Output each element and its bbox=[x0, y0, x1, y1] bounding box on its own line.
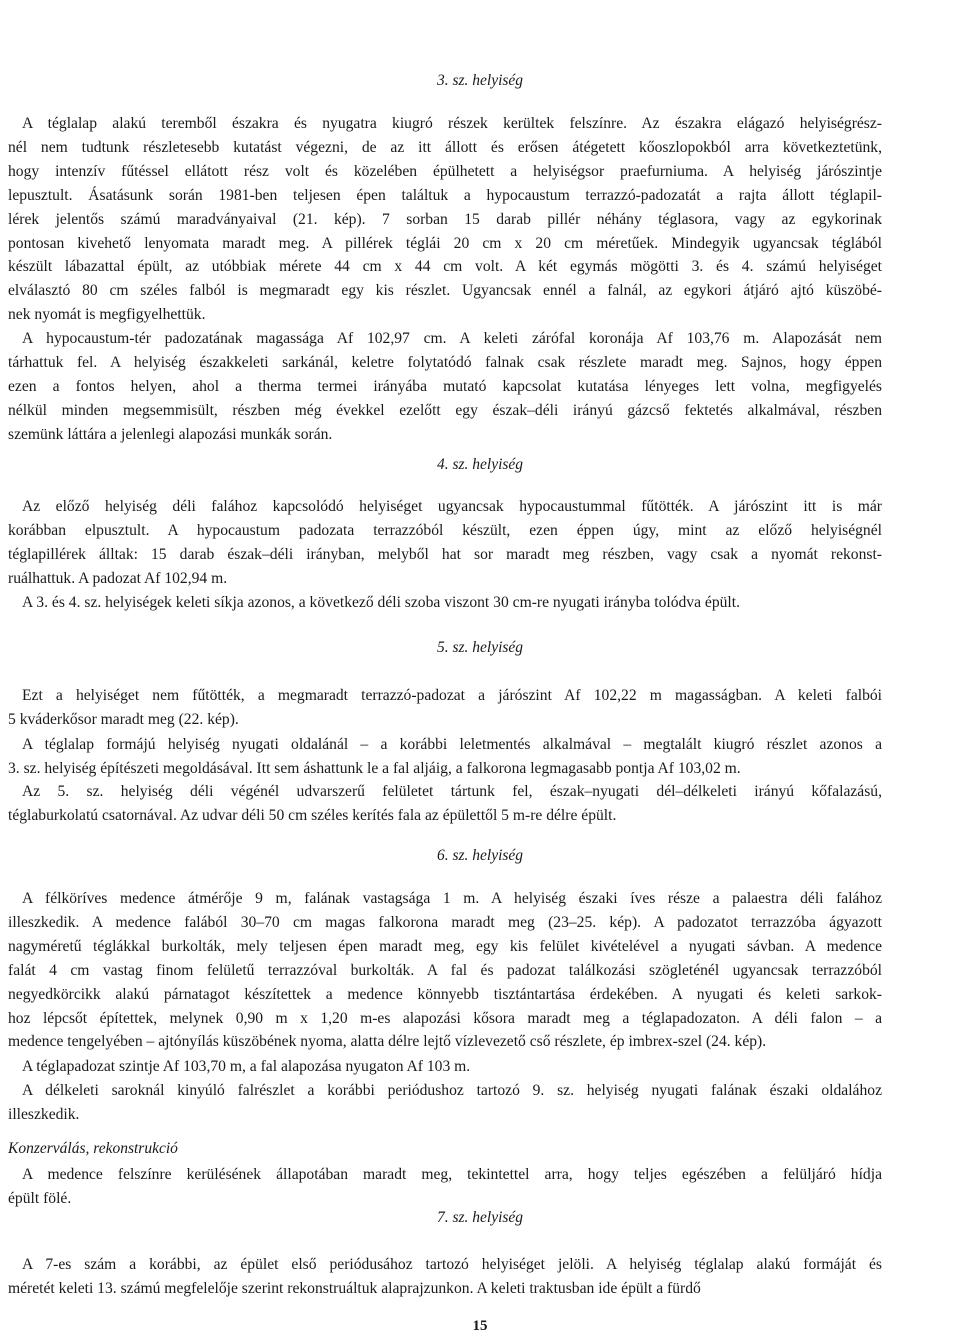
text-line: korábban elpusztult. A hypocaustum padozata terrazzóból készült, ezen éppen úgy, mint az előző helyiségnél bbox=[8, 521, 882, 539]
text-line: nél nem tudtunk részletesebb kutatást végezni, de az itt állott és erősen átégetett kőoszlopokból arra következtetünk, bbox=[8, 138, 882, 156]
section-5-paragraph-1 bbox=[8, 684, 882, 732]
section-6-paragraph-1 bbox=[8, 887, 882, 1054]
text-line: 5 kváderkősor maradt meg (22. kép). bbox=[8, 710, 239, 728]
text-line: szemünk láttára a jelenlegi alapozási munkák során. bbox=[8, 425, 333, 443]
text-line: illeszkedik. bbox=[8, 1105, 80, 1123]
text-line: A téglapadozat szintje Af 103,70 m, a fal alapozása nyugaton Af 103 m. bbox=[22, 1058, 471, 1075]
text-line: A 7-es szám a korábbi, az épület első periódusához tartozó helyiséget jelöli. A helyiség téglalap alakú formáját és bbox=[22, 1256, 882, 1273]
text-line: illeszkedik. A medence falából 30–70 cm magas falkorona maradt meg (23–25. kép). A padozatot terrazzóba ágyazott bbox=[8, 913, 882, 931]
text-line: hogy intenzív fűtéssel ellátott rész volt és közelében épülhetett a helyiségsor praefurniuma. A helyiség járószintje bbox=[8, 162, 882, 180]
section-5-paragraph-3 bbox=[8, 780, 882, 828]
text-line: ezen a fontos helyen, ahol a therma termei irányába mutató kapcsolat kutatása lényeges lett volna, megfigyelés bbox=[8, 377, 882, 395]
text-line: méretét keleti 13. számú megfelelője szerint rekonstruáltuk alaprajzunkon. A keleti traktusban ide épült a fürdő bbox=[8, 1279, 701, 1297]
text-line: nek nyomát is megfigyelhettük. bbox=[8, 306, 206, 324]
text-line: lepusztult. Ásatásunk során 1981-ben teljesen épen találtuk a hypocaustum terrazzó-padozatát a rajta állott téglapil- bbox=[8, 186, 882, 204]
text-line: nagyméretű téglákkal burkolták, mely teljesen épen maradt meg, egy kis felület kivételével a nyugati sávban. A medence bbox=[8, 937, 882, 955]
text-line: A félköríves medence átmérője 9 m, falának vastagsága 1 m. A helyiség északi íves része a palaestra déli falához bbox=[22, 890, 882, 907]
section-3-paragraph-1 bbox=[8, 112, 882, 327]
text-line: téglaburkolatú csatornával. Az udvar déli 50 cm széles kerítés fala az épülettől 5 m-re délre épült. bbox=[8, 806, 617, 824]
text-line: Az 5. sz. helyiség déli végénél udvarszerű felületet tártunk fel, észak–nyugati dél–délkeleti irányú kőfalazású, bbox=[22, 783, 882, 800]
page-number: 15 bbox=[472, 1318, 488, 1334]
text-line: készült lábazattal épült, az utóbbiak mérete 44 cm x 44 cm volt. A két egymás mögötti 3. és 4. számú helyiséget bbox=[8, 258, 882, 276]
section-5-heading: 5. sz. helyiség bbox=[436, 639, 524, 656]
section-3-paragraph-2 bbox=[8, 327, 882, 447]
text-line: pontosan kivehető lenyomata maradt meg. A pillérek téglái 20 cm x 20 cm méretűek. Mindegyik ugyancsak téglából bbox=[8, 234, 882, 252]
text-line: medence tengelyében – ajtónyílás küszöbének nyoma, alatta délre lejtő vízlevezető cső részlete, ép imbrex-szel (24. kép). bbox=[8, 1033, 767, 1051]
text-line: A medence felszínre kerülésének állapotában maradt meg, tekintettel arra, hogy teljes egészében a felüljáró hídja bbox=[22, 1166, 882, 1183]
text-line: hoz lépcsőt építettek, melynek 0,90 m x 1,20 m-es alapozási kősora maradt meg a téglapadozaton. A déli falon – a bbox=[8, 1009, 882, 1027]
conservation-heading: Konzerválás, rekonstrukció bbox=[8, 1140, 178, 1157]
text-line: A téglalap alakú teremből északra és nyugatra kiugró részek kerültek felszínre. Az északra elágazó helyiségrész- bbox=[22, 115, 882, 132]
text-line: Az előző helyiség déli falához kapcsolódó helyiséget ugyancsak hypocaustummal fűtötték. A járószint itt is már bbox=[22, 498, 882, 515]
text-line: elválasztó 80 cm széles falból is megmaradt egy kis részlet. Ugyancsak ennél a falnál, az egykori átjáró ajtó küszöbé- bbox=[8, 282, 882, 300]
text-line: negyedkörcikk alakú párnatagot készítettek a medence könnyebb tisztántartása érdekében. A nyugati és keleti sarkok- bbox=[8, 985, 882, 1003]
section-6-paragraph-3 bbox=[8, 1079, 882, 1127]
text-line: A hypocaustum-tér padozatának magassága Af 102,97 cm. A keleti zárófal koronája Af 103,76 m. Alapozását nem bbox=[22, 330, 882, 347]
section-4-heading: 4. sz. helyiség bbox=[436, 456, 524, 473]
text-line: épült fölé. bbox=[8, 1189, 72, 1207]
text-line: A 3. és 4. sz. helyiségek keleti síkja azonos, a következő déli szoba viszont 30 cm-re nyugati irányba tolódva épült. bbox=[22, 594, 740, 611]
section-5-paragraph-2 bbox=[8, 733, 882, 781]
section-6-paragraph-2 bbox=[8, 1055, 882, 1079]
text-line: falát 4 cm vastag finom felületű terrazzóval burkolták. A fal és padozat találkozási szögleténél ugyancsak terrazzóból bbox=[8, 961, 882, 979]
section-4-paragraph-2 bbox=[8, 591, 882, 615]
text-line: A délkeleti saroknál kinyúló falrészlet a korábbi periódushoz tartozó 9. sz. helyiség nyugati falának északi oldalához bbox=[22, 1082, 882, 1099]
section-7-heading: 7. sz. helyiség bbox=[436, 1209, 524, 1226]
section-3-heading: 3. sz. helyiség bbox=[436, 72, 524, 89]
text-line: A téglalap formájú helyiség nyugati oldalánál – a korábbi leletmentés alkalmával – megtalált kiugró részlet azonos a bbox=[22, 736, 882, 753]
text-line: 3. sz. helyiség építészeti megoldásával. Itt sem áshattunk le a fal aljáig, a falkorona legmagasabb pontja Af 103,02 m. bbox=[8, 759, 741, 777]
conservation-paragraph-1 bbox=[8, 1163, 882, 1211]
section-6-heading: 6. sz. helyiség bbox=[436, 847, 524, 864]
text-line: nélkül minden megsemmisült, részben még évekkel ezelőtt egy észak–déli irányú gázcső fektetés alkalmával, részben bbox=[8, 401, 882, 419]
section-7-paragraph-1 bbox=[8, 1253, 882, 1301]
text-line: ruálhattuk. A padozat Af 102,94 m. bbox=[8, 569, 228, 587]
text-line: téglapillérek álltak: 15 darab észak–déli irányban, melyből hat sor maradt meg részben, vagy csak a nyomát rekonst- bbox=[8, 545, 882, 563]
text-line: Ezt a helyiséget nem fűtötték, a megmaradt terrazzó-padozat a járószint Af 102,22 m magasságban. A keleti falbói bbox=[22, 687, 882, 704]
text-line: tárhattuk fel. A helyiség északkeleti sarkánál, keletre folytatódó falnak csak részlete maradt meg. Sajnos, hogy éppen bbox=[8, 353, 882, 371]
section-4-paragraph-1 bbox=[8, 495, 882, 591]
text-line: lérek jelentős számú maradványaival (21. kép). 7 sorban 15 darab pillér néhány téglasora, vagy az egykorinak bbox=[8, 210, 882, 228]
